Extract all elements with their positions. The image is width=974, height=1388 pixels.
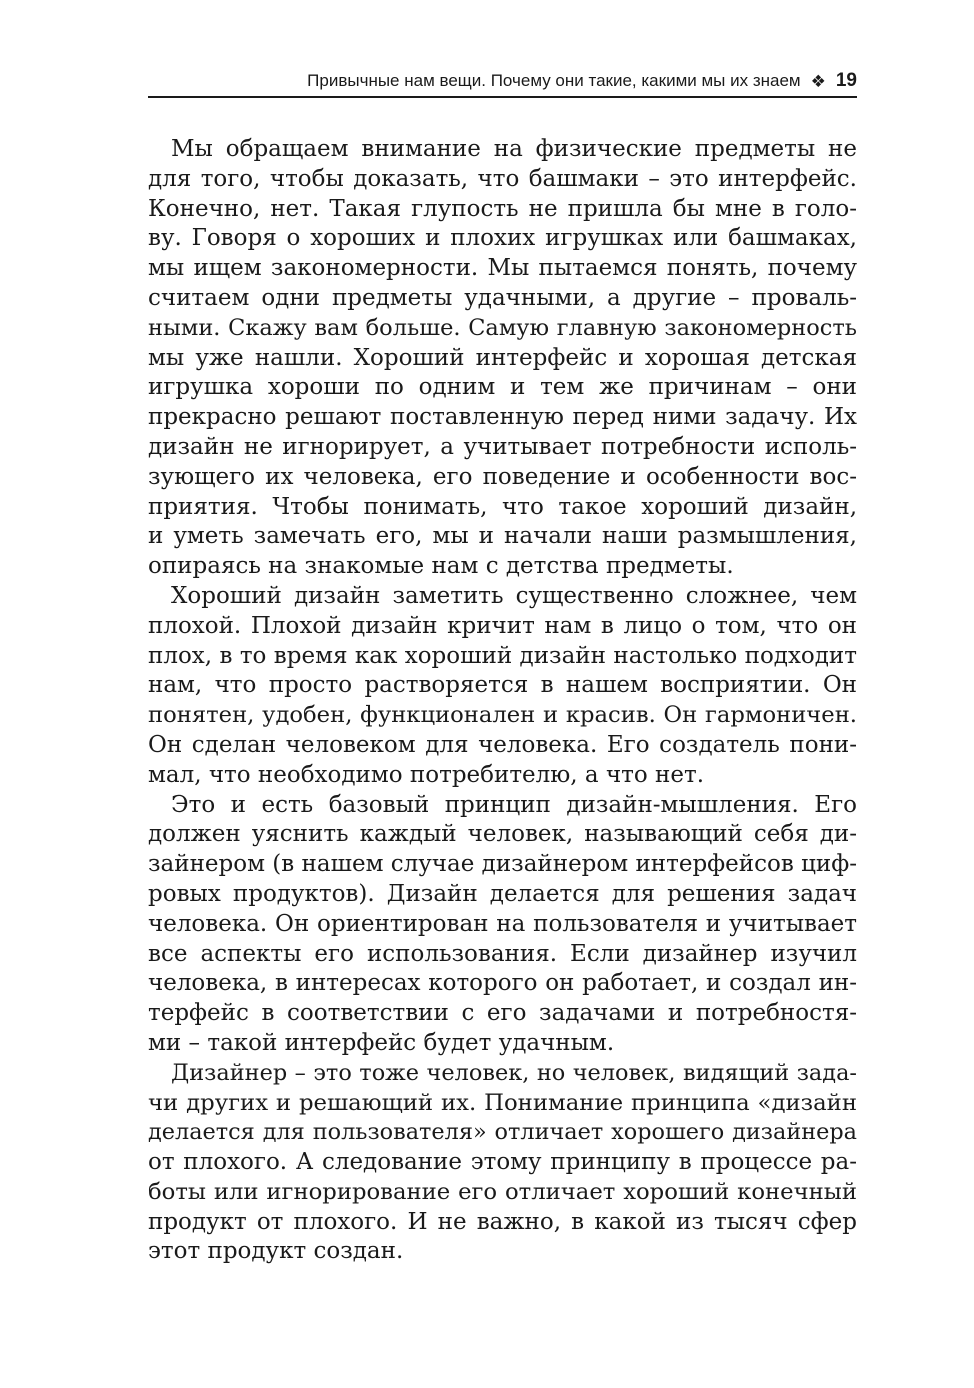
paragraph-2 <box>148 582 857 791</box>
text-line: опираясь на знакомые нам с детства предметы. <box>148 553 734 580</box>
text-line: ровых продуктов). Дизайн делается для решения задач <box>148 880 857 907</box>
text-line: ными. Скажу вам больше. Самую главную закономерность <box>148 314 857 341</box>
text-line: должен уяснить каждый человек, называющий себя ди- <box>148 821 857 848</box>
text-line: человека, в интересах которого он работает, и создал ин- <box>148 970 857 997</box>
text-line: от плохого. А следование этому принципу в процессе ра- <box>148 1149 857 1176</box>
body-text <box>148 135 857 1267</box>
text-line: Мы обращаем внимание на физические предметы не <box>171 136 857 162</box>
text-line: продукт от плохого. И не важно, в какой из тысяч сфер <box>148 1208 857 1235</box>
text-line: ву. Говоря о хороших и плохих игрушках или башмаках, <box>148 225 857 252</box>
text-line: все аспекты его использования. Если дизайнер изучил <box>148 940 857 967</box>
text-line: Это и есть базовый принцип дизайн-мышления. Его <box>171 791 857 818</box>
text-line: делается для пользователя» отличает хорошего дизайнера <box>148 1119 857 1146</box>
text-line: плох, в то время как хороший дизайн настолько подходит <box>148 642 857 669</box>
text-line: приятия. Чтобы понимать, что такое хороший дизайн, <box>148 493 857 520</box>
text-line: Конечно, нет. Такая глупость не пришла бы мне в голо- <box>148 195 857 222</box>
four-diamond-ornament-icon: ❖ <box>810 71 826 91</box>
text-line: боты или игнорирование его отличает хороший конечный <box>148 1178 857 1205</box>
text-line: мал, что необходимо потребителю, а что нет. <box>148 761 705 788</box>
text-line: человека. Он ориентирован на пользователя и учитывает <box>148 910 857 937</box>
text-line: Хороший дизайн заметить существенно сложнее, чем <box>171 582 857 609</box>
text-line: чи других и решающий их. Понимание принципа «дизайн <box>148 1089 857 1116</box>
page-header <box>148 66 857 98</box>
text-line: Он сделан человеком для человека. Его создатель пони- <box>148 731 857 758</box>
text-line: плохой. Плохой дизайн кричит нам в лицо о том, что он <box>148 612 857 639</box>
text-line: этот продукт создан. <box>148 1238 404 1265</box>
text-line: прекрасно решают поставленную перед ними задачу. Их <box>148 404 857 431</box>
text-line: для того, чтобы доказать, что башмаки – это интерфейс. <box>148 165 857 192</box>
paragraph-3 <box>148 791 857 1059</box>
text-line: мы уже нашли. Хороший интерфейс и хорошая детская <box>148 344 857 371</box>
text-line: ми – такой интерфейс будет удачным. <box>148 1029 615 1056</box>
text-line: зующего их человека, его поведение и особенности вос- <box>148 463 857 490</box>
page-number: 19 <box>835 70 857 91</box>
text-line: и уметь замечать его, мы и начали наши размышления, <box>148 523 857 550</box>
text-line: зайнером (в нашем случае дизайнером интерфейсов циф- <box>148 851 857 878</box>
paragraph-4 <box>148 1059 857 1268</box>
text-line: игрушка хороши по одним и тем же причинам – они <box>148 374 857 401</box>
text-line: мы ищем закономерности. Мы пытаемся понять, почему <box>148 255 857 282</box>
running-title: Привычные нам вещи. Почему они такие, какими мы их знаем <box>307 71 801 90</box>
text-line: дизайн не игнорирует, а учитывает потребности исполь- <box>148 433 857 460</box>
paragraph-1 <box>148 135 857 582</box>
text-line: терфейс в соответствии с его задачами и потребностя- <box>148 1000 857 1027</box>
text-line: Дизайнер – это тоже человек, но человек, видящий зада- <box>171 1059 857 1086</box>
text-line: понятен, удобен, функционален и красив. Он гармоничен. <box>148 702 857 729</box>
text-line: считаем одни предметы удачными, а другие – проваль- <box>148 284 857 311</box>
text-line: нам, что просто растворяется в нашем восприятии. Он <box>148 672 857 699</box>
